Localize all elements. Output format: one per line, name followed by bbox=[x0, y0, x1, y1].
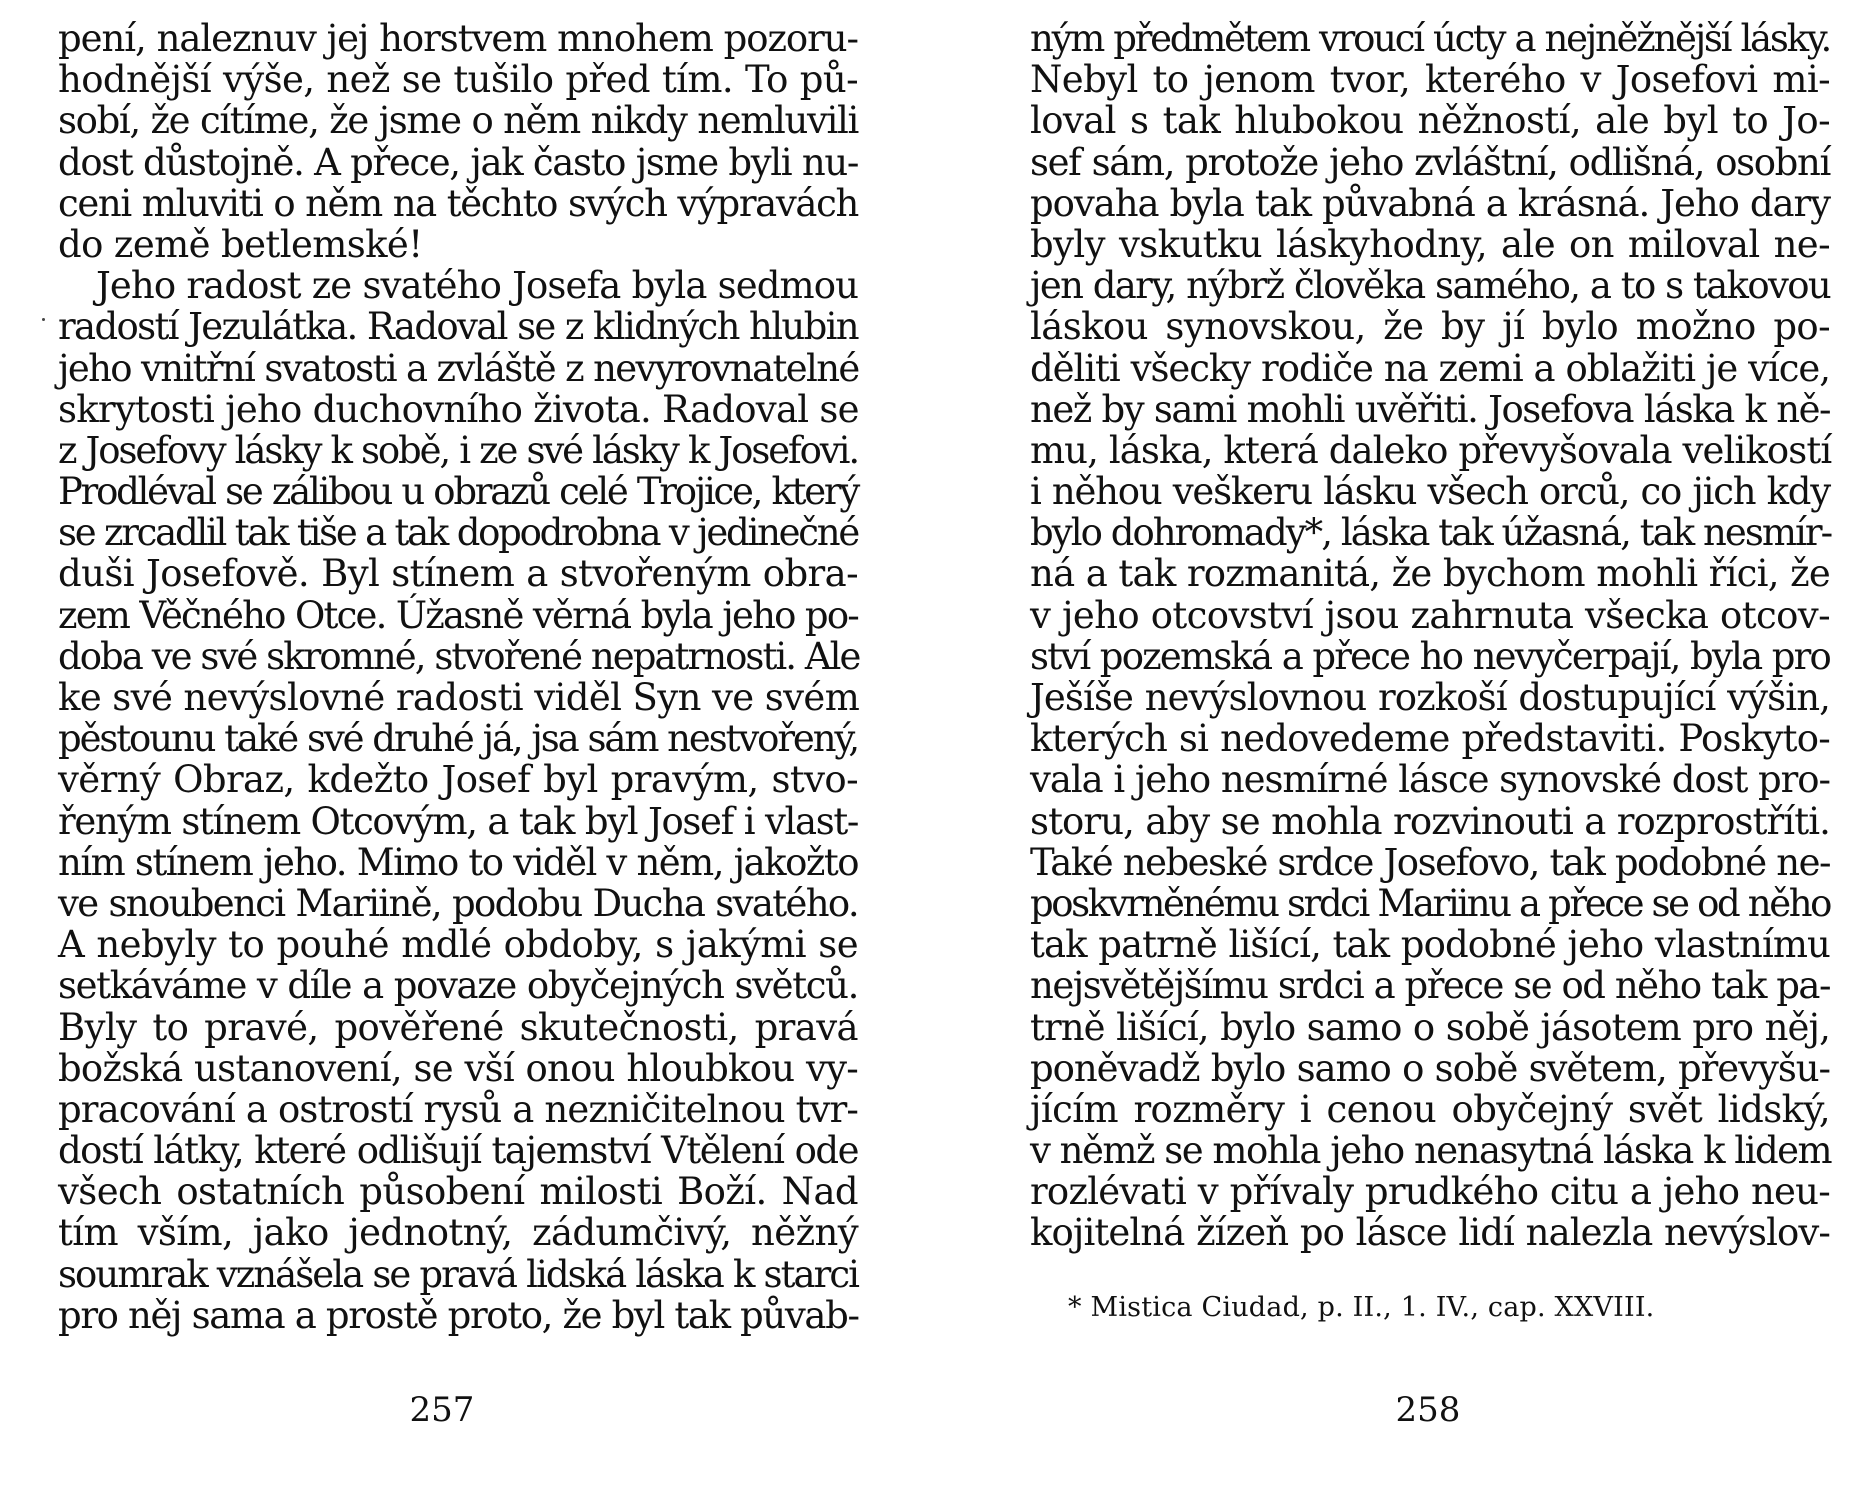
text-line: storu, aby se mohla rozvinouti a rozprostříti. bbox=[1030, 799, 1830, 843]
text-line: A nebyly to pouhé mdlé obdoby, s jakými se bbox=[58, 923, 858, 967]
text-line: božská ustanovení, se vší onou hloubkou vy- bbox=[58, 1046, 858, 1090]
text-line: jeho vnitřní svatosti a zvláště z nevyrovnatelné bbox=[58, 346, 859, 390]
text-line: ve snoubenci Mariině, podobu Ducha svatého. bbox=[58, 881, 858, 925]
text-line: jícím rozměry i cenou obyčejný svět lidský, bbox=[1030, 1087, 1830, 1131]
text-line: nejsvětějšímu srdci a přece se od něho tak pa- bbox=[1030, 964, 1830, 1008]
text-line: skrytosti jeho duchovního života. Radoval se bbox=[58, 387, 859, 431]
text-line: mu, láska, která daleko převyšovala velikostí bbox=[1030, 428, 1832, 472]
text-line: duši Josefově. Byl stínem a stvořeným obra- bbox=[58, 552, 858, 596]
text-line: ním stínem jeho. Mimo to viděl v něm, jakožto bbox=[58, 840, 858, 884]
text-line: radostí Jezulátka. Radoval se z klidných hlubin bbox=[58, 305, 858, 349]
text-line: ství pozemská a přece ho nevyčerpají, byla pro bbox=[1030, 634, 1830, 678]
text-line: děliti všecky rodiče na zemi a oblažiti je více, bbox=[1030, 346, 1830, 390]
text-line: sef sám, protože jeho zvláštní, odlišná, osobní bbox=[1030, 140, 1830, 184]
text-line: Prodléval se zálibou u obrazů celé Trojice, který bbox=[58, 470, 858, 514]
text-line: loval s tak hlubokou něžností, ale byl to Jo- bbox=[1030, 99, 1830, 143]
text-line: se zrcadlil tak tiše a tak dopodrobna v jedinečné bbox=[58, 511, 858, 555]
text-line: rozlévati v přívaly prudkého citu a jeho neu- bbox=[1030, 1170, 1830, 1214]
text-line: i něhou veškeru lásku všech orců, co jich kdy bbox=[1030, 470, 1830, 514]
paragraph-start-line: Jeho radost ze svatého Josefa byla sedmou bbox=[96, 264, 858, 308]
text-line: byly vskutku láskyhodny, ale on miloval ne- bbox=[1030, 222, 1830, 266]
text-line: tím vším, jako jednotný, zádumčivý, něžný bbox=[58, 1211, 858, 1255]
text-line: ceni mluviti o něm na těchto svých výpravách bbox=[58, 181, 858, 225]
text-line: poskvrněnému srdci Mariinu a přece se od něho bbox=[1030, 881, 1830, 925]
text-line: láskou synovskou, že by jí bylo možno po- bbox=[1030, 305, 1830, 349]
text-line: kojitelná žízeň po lásce lidí nalezla nevýslov- bbox=[1030, 1211, 1830, 1255]
text-line: zem Věčného Otce. Úžasně věrná byla jeho po- bbox=[58, 593, 858, 637]
text-line: dost důstojně. A přece, jak často jsme byli nu- bbox=[58, 140, 858, 184]
text-line: dostí látky, které odlišují tajemství Vtělení ode bbox=[58, 1129, 858, 1173]
text-line: jen dary, nýbrž člověka samého, a to s takovou bbox=[1030, 264, 1830, 308]
text-line: vala i jeho nesmírné lásce synovské dost pro- bbox=[1030, 758, 1830, 802]
text-line: poněvadž bylo samo o sobě světem, převyšu- bbox=[1030, 1046, 1830, 1090]
text-line: sobí, že cítíme, že jsme o něm nikdy nemluvili bbox=[58, 99, 858, 143]
text-line: ke své nevýslovné radosti viděl Syn ve svém bbox=[58, 676, 860, 719]
text-line: trně lišící, bylo samo o sobě jásotem pro něj, bbox=[1030, 1005, 1830, 1049]
text-line: ným předmětem vroucí úcty a nejněžnější lásky. bbox=[1030, 17, 1830, 60]
text-line: soumrak vznášela se pravá lidská láska k starci bbox=[58, 1252, 858, 1296]
text-line: povaha byla tak půvabná a krásná. Jeho dary bbox=[1030, 181, 1830, 225]
text-line: z Josefovy lásky k sobě, i ze své lásky k Josefovi. bbox=[58, 428, 858, 472]
text-line: do země betlemské! bbox=[58, 222, 423, 266]
text-line: hodnější výše, než se tušilo před tím. To pů- bbox=[58, 58, 858, 102]
text-line: Nebyl to jenom tvor, kterého v Josefovi mi- bbox=[1030, 58, 1830, 102]
text-line: doba ve své skromné, stvořené nepatrnosti. Ale bbox=[58, 634, 860, 678]
text-line: než by sami mohli uvěřiti. Josefova láska k ně- bbox=[1030, 387, 1830, 431]
text-line: kterých si nedovedeme představiti. Poskyto- bbox=[1030, 717, 1830, 761]
page-number-left: 257 bbox=[409, 1390, 475, 1430]
footnote: * Mistica Ciudad, p. II., 1. IV., cap. XXVIII. bbox=[1068, 1292, 1655, 1323]
text-line: tak patrně lišící, tak podobné jeho vlastnímu bbox=[1030, 923, 1830, 967]
text-line: v němž se mohla jeho nenasytná láska k lidem bbox=[1030, 1129, 1832, 1173]
text-line: pěstounu také své druhé já, jsa sám nestvořený, bbox=[58, 717, 858, 761]
text-line: setkáváme v díle a povaze obyčejných světců. bbox=[58, 964, 858, 1008]
text-line: ná a tak rozmanitá, že bychom mohli říci, že bbox=[1030, 552, 1830, 596]
text-line: věrný Obraz, kdežto Josef byl pravým, stvo- bbox=[58, 758, 858, 802]
text-line: pracování a ostrostí rysů a nezničitelnou tvr- bbox=[58, 1087, 858, 1131]
page-number-right: 258 bbox=[1395, 1390, 1461, 1430]
text-line: řeným stínem Otcovým, a tak byl Josef i vlast- bbox=[58, 799, 858, 843]
text-line: pro něj sama a prostě proto, že byl tak půvab- bbox=[58, 1293, 859, 1337]
text-line: Také nebeské srdce Josefovo, tak podobné ne- bbox=[1030, 840, 1830, 884]
text-line: pení, naleznuv jej horstvem mnohem pozoru- bbox=[58, 17, 858, 60]
left-page-text bbox=[58, 18, 858, 1336]
text-line: Byly to pravé, pověřené skutečnosti, pravá bbox=[58, 1005, 858, 1049]
text-line: Ješíše nevýslovnou rozkoší dostupující výšin, bbox=[1030, 676, 1830, 719]
scan-speck bbox=[42, 318, 45, 321]
text-line: bylo dohromady*, láska tak úžasná, tak nesmír- bbox=[1030, 511, 1832, 555]
right-page-text bbox=[1030, 18, 1830, 1254]
text-line: v jeho otcovství jsou zahrnuta všecka otcov- bbox=[1030, 593, 1830, 637]
text-line: všech ostatních působení milosti Boží. Nad bbox=[58, 1170, 858, 1214]
